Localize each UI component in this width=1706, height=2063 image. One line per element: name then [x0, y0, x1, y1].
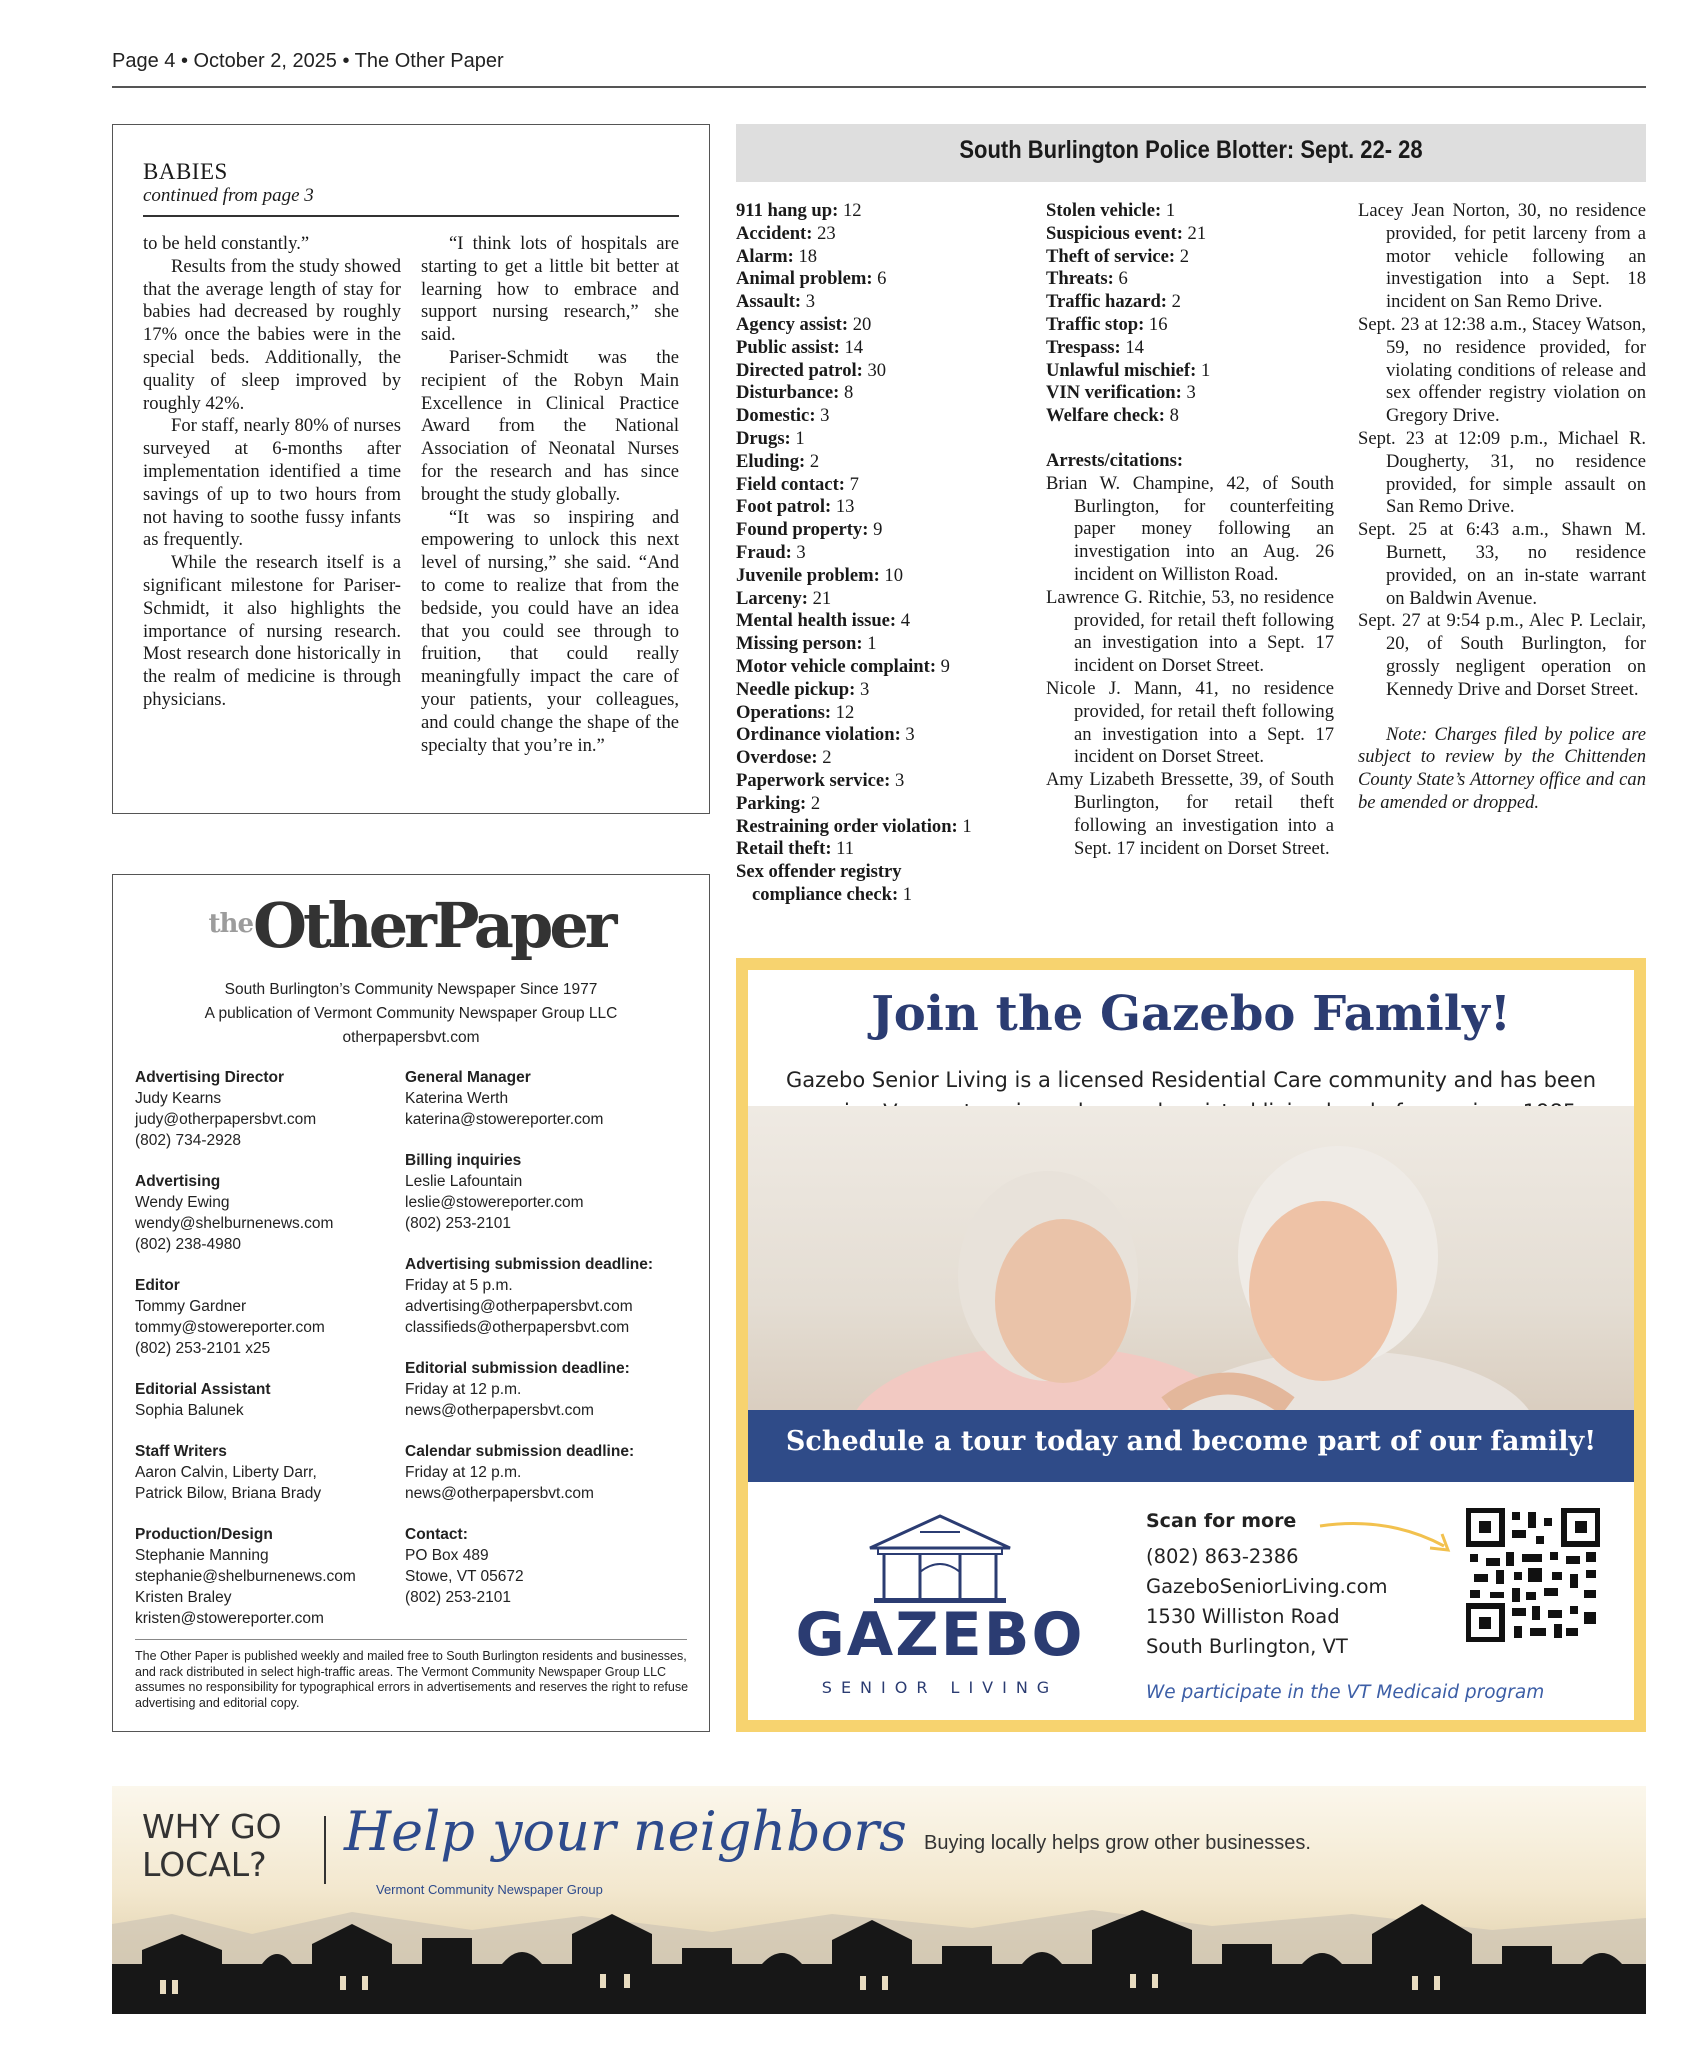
ad-medicaid-line: We participate in the VT Medicaid program [1146, 1682, 1545, 1703]
article-paragraph: While the research itself is a significant milestone for Pariser-Schmidt, it also highlights the importance of nursing research. Most research done historically in the realm of medicine is through physicians. [143, 552, 401, 710]
blotter-count-label: Operations: [736, 701, 832, 723]
masthead-box [112, 874, 710, 1732]
staff-line: news@otherpapersbvt.com [405, 1485, 594, 1502]
staff-heading: Editor [135, 1277, 180, 1294]
ad-website[interactable]: GazeboSeniorLiving.com [1146, 1575, 1388, 1598]
blotter-count-value: 13 [831, 496, 855, 518]
masthead-tagline-2: A publication of Vermont Community Newspaper Group LLC [204, 1005, 618, 1022]
blotter-count-value: 21 [807, 587, 832, 609]
blotter-count-value: 1 [898, 883, 913, 905]
staff-line: Sophia Balunek [135, 1402, 244, 1419]
blotter-count-value: 8 [839, 382, 854, 404]
arrest-entry: Sept. 25 at 6:43 a.m., Shawn M. Burnett, 33, no residence provided, on an in-state warrant on Baldwin Avenue. [1358, 519, 1646, 609]
staff-line: tommy@stowereporter.com [135, 1319, 325, 1336]
blotter-count-label: Trespass: [1046, 336, 1121, 358]
blotter-count-row [1046, 382, 1334, 405]
blotter-count-value: 2 [805, 450, 820, 472]
blotter-count-label: Welfare check: [1046, 405, 1165, 427]
blotter-count-row [736, 610, 1026, 633]
blotter-count-row [736, 314, 1026, 337]
blotter-count-label: Mental health issue: [736, 610, 897, 632]
blotter-count-label: Larceny: [736, 587, 808, 609]
help-your-neighbors-script: Help your neighbors [344, 1800, 907, 1863]
staff-column-1 [135, 1067, 395, 1649]
blotter-count-row [736, 337, 1026, 360]
blotter-count-value: 3 [1181, 382, 1196, 404]
arrests-list-2 [1046, 473, 1334, 861]
staff-block [405, 1524, 695, 1608]
blotter-count-label: Disturbance: [736, 382, 840, 404]
blotter-count-label: Juvenile problem: [736, 564, 880, 586]
blotter-count-row [736, 360, 1026, 383]
staff-line: Stowe, VT 05672 [405, 1568, 524, 1585]
blotter-count-row [736, 633, 1026, 656]
blotter-count-label: Accident: [736, 222, 813, 244]
article-paragraph: “I think lots of hospitals are starting to get a little bit better at learning how to embrace and support nursing research,” she said. [421, 233, 679, 346]
blotter-count-label: Foot patrol: [736, 496, 832, 518]
blotter-count-label: Found property: [736, 519, 869, 541]
blotter-count-label: Eluding: [736, 450, 806, 472]
ad-cta-band [748, 1410, 1634, 1482]
blotter-count-row [1046, 337, 1334, 360]
gazebo-ad [736, 958, 1646, 1732]
blotter-count-row [736, 542, 1026, 565]
blotter-count-label: Domestic: [736, 405, 816, 427]
staff-line: Tommy Gardner [135, 1298, 247, 1315]
staff-line: leslie@stowereporter.com [405, 1194, 584, 1211]
logo-name: OtherPaper [253, 889, 614, 962]
babies-column-1 [143, 233, 401, 712]
blotter-count-row [1046, 291, 1334, 314]
blotter-count-value: 9 [936, 655, 950, 677]
staff-line: Judy Kearns [135, 1090, 222, 1107]
ad-headline: Join the Gazebo Family! [871, 986, 1511, 1042]
article-paragraph: to be held constantly.” [143, 233, 310, 254]
staff-heading: Advertising Director [135, 1069, 285, 1086]
staff-line: Friday at 12 p.m. [405, 1381, 522, 1398]
blotter-count-row [1046, 200, 1334, 223]
staff-line: Patrick Bilow, Briana Brady [135, 1485, 322, 1502]
ad-address-1: 1530 Williston Road [1146, 1605, 1340, 1628]
staff-heading: Editorial Assistant [135, 1381, 271, 1398]
blotter-count-label: Field contact: [736, 473, 845, 495]
blotter-column-3 [1358, 200, 1646, 815]
blotter-count-label: compliance check: [752, 883, 899, 905]
blotter-count-row [736, 496, 1026, 519]
staff-block [405, 1358, 695, 1421]
blotter-count-label: Theft of service: [1046, 245, 1176, 267]
blotter-note: Note: Charges filed by police are subject to review by the Chittenden County State’s Attorney office and can be amended or dropped. [1358, 723, 1646, 813]
arrests-heading: Arrests/citations: [1046, 449, 1184, 471]
staff-heading: Advertising [135, 1173, 221, 1190]
staff-block [405, 1150, 695, 1234]
masthead-tagline-1: South Burlington’s Community Newspaper Since 1977 [224, 981, 598, 998]
blotter-count-label: Sex offender registry [736, 861, 902, 883]
ad-address-2: South Burlington, VT [1146, 1635, 1348, 1658]
arrest-entry: Amy Lizabeth Bressette, 39, of South Burlington, for retail theft following an investigation into a Sept. 17 incident on Dorset Street. [1046, 769, 1334, 859]
blotter-count-label: Alarm: [736, 245, 794, 267]
blotter-count-row [736, 702, 1026, 725]
blotter-count-label: Motor vehicle complaint: [736, 655, 937, 677]
scan-label: Scan for more [1146, 1510, 1297, 1532]
blotter-count-row [736, 405, 1026, 428]
babies-rule [143, 215, 679, 217]
blotter-count-label: Paperwork service: [736, 769, 891, 791]
blotter-count-row [736, 793, 1026, 816]
qr-code-icon[interactable] [1466, 1508, 1600, 1642]
staff-block [405, 1067, 695, 1130]
logo-the: the [208, 909, 254, 939]
staff-line: Wendy Ewing [135, 1194, 230, 1211]
blotter-header-bar [736, 124, 1646, 182]
article-paragraph: For staff, nearly 80% of nurses surveyed at 6-months after implementation identified a time savings of up to two hours from not having to soothe fussy infants as frequently. [143, 415, 401, 551]
blotter-count-value: 10 [879, 564, 904, 586]
staff-heading: Production/Design [135, 1526, 273, 1543]
blotter-count-row [736, 519, 1026, 542]
blotter-count-value: 3 [890, 769, 905, 791]
masthead-rule [135, 1639, 687, 1640]
blotter-count-label: Unlawful mischief: [1046, 359, 1197, 381]
gazebo-wordmark: GAZEBO [795, 1600, 1085, 1670]
banner-tagline: Buying locally helps grow other businesses. [924, 1832, 1311, 1854]
blotter-count-value: 14 [1120, 336, 1144, 358]
blotter-count-row [736, 291, 1026, 314]
blotter-count-value: 7 [844, 473, 859, 495]
why-go-local-label [142, 1808, 282, 1884]
arrest-entry: Lacey Jean Norton, 30, no residence provided, for petit larceny from a motor vehicle following an investigation into a Sept. 18 incident on San Remo Drive. [1358, 200, 1646, 313]
staff-block [135, 1275, 395, 1359]
blotter-count-value: 2 [806, 792, 821, 814]
blotter-count-label: Suspicious event: [1046, 222, 1183, 244]
blotter-count-label: Animal problem: [736, 268, 873, 290]
staff-heading: Billing inquiries [405, 1152, 522, 1169]
staff-heading: Advertising submission deadline: [405, 1256, 654, 1273]
staff-heading: Calendar submission deadline: [405, 1443, 635, 1460]
blotter-column-2 [1046, 200, 1334, 860]
blotter-count-label: Parking: [736, 792, 807, 814]
blotter-count-label: Threats: [1046, 268, 1114, 290]
blotter-count-row [1046, 360, 1334, 383]
blotter-count-row [736, 816, 1026, 839]
blotter-count-value: 1 [862, 633, 877, 655]
staff-heading: Editorial submission deadline: [405, 1360, 630, 1377]
staff-line: judy@otherpapersbvt.com [135, 1111, 317, 1128]
arrest-entry: Sept. 27 at 9:54 p.m., Alec P. Leclair, 20, of South Burlington, for grossly negligent operation on Kennedy Drive and Dorset Street. [1358, 610, 1646, 700]
blotter-count-value: 12 [831, 701, 855, 723]
blotter-count-row [736, 382, 1026, 405]
staff-line: classifieds@otherpapersbvt.com [405, 1319, 630, 1336]
masthead-disclaimer: The Other Paper is published weekly and mailed free to South Burlington residents and businesses, and rack distributed in select high-traffic areas. The Vermont Community Newspaper Group LLC assumes no responsibility for typographical errors in advertisements and reserves the right to refuse advertising and editorial copy. [135, 1649, 689, 1710]
staff-block [405, 1441, 695, 1504]
blotter-count-row [736, 770, 1026, 793]
article-paragraph: Results from the study showed that the average length of stay for babies had decreased by roughly 17% once the babies were in the special beds. Additionally, the quality of sleep improved by roughly 42%. [143, 255, 401, 414]
blotter-count-label: Missing person: [736, 633, 863, 655]
blotter-count-value: 4 [896, 610, 911, 632]
seniors-photo-illustration [748, 1106, 1634, 1436]
blotter-count-value: 2 [817, 747, 832, 769]
blotter-count-value: 2 [1167, 291, 1181, 313]
blotter-count-value: 18 [793, 245, 818, 267]
staff-line: (802) 253-2101 [405, 1215, 511, 1232]
blotter-count-value: 1 [957, 815, 972, 837]
blotter-count-value: 9 [868, 519, 883, 541]
gazebo-icon [860, 1512, 1020, 1608]
page-folio: Page 4 • October 2, 2025 • The Other Paper [112, 50, 504, 72]
gazebo-wordmark-sub: SENIOR LIVING [821, 1678, 1059, 1697]
blotter-count-value: 8 [1164, 405, 1179, 427]
staff-line: Aaron Calvin, Liberty Darr, [135, 1464, 317, 1481]
blotter-title: South Burlington Police Blotter: Sept. 22- 28 [959, 136, 1423, 164]
babies-header [143, 159, 679, 217]
blotter-count-value: 6 [1113, 268, 1128, 290]
seniors-laughing-photo [748, 1106, 1634, 1436]
masthead-website: otherpapersbvt.com [342, 1029, 480, 1046]
blotter-count-value: 30 [862, 359, 887, 381]
staff-block [405, 1254, 695, 1338]
blotter-count-row [736, 246, 1026, 269]
blotter-count-label: VIN verification: [1046, 382, 1182, 404]
ad-subline-1: Gazebo Senior Living is a licensed Residential Care community and has been [785, 1068, 1597, 1092]
blotter-count-value: 12 [838, 200, 862, 221]
blotter-count-value: 14 [839, 336, 864, 358]
blotter-count-value: 21 [1182, 222, 1207, 244]
blotter-count-label: Agency assist: [736, 313, 849, 335]
blotter-count-row [736, 474, 1026, 497]
staff-line: PO Box 489 [405, 1547, 489, 1564]
blotter-count-row [736, 884, 1026, 907]
blotter-count-value: 3 [855, 678, 870, 700]
staff-line: (802) 253-2101 [405, 1589, 511, 1606]
staff-line: Friday at 12 p.m. [405, 1464, 522, 1481]
staff-block [135, 1441, 395, 1504]
blotter-count-label: Drugs: [736, 427, 791, 449]
blotter-count-row [736, 656, 1026, 679]
banner-group-name: Vermont Community Newspaper Group [376, 1882, 603, 1897]
blotter-count-row [1046, 246, 1334, 269]
blotter-count-label: Traffic stop: [1046, 313, 1145, 335]
blotter-count-label: Public assist: [736, 336, 840, 358]
why-go-local-banner [112, 1786, 1646, 2014]
staff-line: Stephanie Manning [135, 1547, 269, 1564]
blotter-count-row [736, 838, 1026, 861]
staff-line: stephanie@shelburnenews.com [135, 1568, 356, 1585]
blotter-count-value: 11 [831, 838, 855, 860]
blotter-column-1 [736, 200, 1026, 907]
staff-line: (802) 253-2101 x25 [135, 1340, 271, 1357]
blotter-count-value: 2 [1175, 245, 1190, 267]
blotter-count-value: 3 [791, 541, 806, 563]
staff-block [135, 1067, 395, 1151]
babies-title: BABIES [143, 159, 228, 184]
blotter-count-row [736, 223, 1026, 246]
blotter-count-value: 23 [812, 222, 836, 244]
staff-line: kristen@stowereporter.com [135, 1610, 324, 1627]
arrest-entry: Sept. 23 at 12:38 a.m., Stacey Watson, 59, no residence provided, for violating conditions of release and sex offender registry violation on Gregory Drive. [1358, 313, 1646, 427]
blotter-count-row [736, 679, 1026, 702]
babies-article-box [112, 124, 710, 814]
blotter-count-row [736, 588, 1026, 611]
town-skyline-illustration [112, 1884, 1646, 2014]
blotter-count-value: 6 [872, 268, 887, 290]
arrests-list-3 [1358, 200, 1646, 702]
staff-column-2 [405, 1067, 695, 1628]
blotter-count-value: 1 [790, 427, 805, 449]
blotter-count-value: 1 [1161, 200, 1176, 221]
arrow-icon [1318, 1518, 1458, 1562]
blotter-count-row [736, 565, 1026, 588]
blotter-count-value: 20 [848, 313, 872, 335]
blotter-count-row [736, 747, 1026, 770]
staff-line: Leslie Lafountain [405, 1173, 523, 1190]
blotter-count-label: Needle pickup: [736, 678, 856, 700]
staff-block [135, 1379, 395, 1421]
blotter-count-label: Ordinance violation: [736, 724, 901, 746]
blotter-count-label: Traffic hazard: [1046, 291, 1167, 313]
blotter-count-row [1046, 268, 1334, 291]
blotter-count-row [736, 200, 1026, 223]
the-other-paper-logo [113, 889, 709, 962]
staff-line: news@otherpapersbvt.com [405, 1402, 594, 1419]
staff-block [135, 1171, 395, 1255]
article-paragraph: “It was so inspiring and empowering to unlock this next level of nursing,” she said. “And to come to realize that from the bedside, you could have an idea that you could see through to fruition, that could really meaningfully impact the care of your patients, your colleagues, and could change the shape of the specialty that you’re in.” [421, 506, 679, 756]
arrest-entry: Lawrence G. Ritchie, 53, no residence provided, for retail theft following an investigation into a Sept. 17 incident on Dorset Street. [1046, 586, 1334, 677]
blotter-count-label: Assault: [736, 291, 802, 313]
staff-line: (802) 734-2928 [135, 1132, 241, 1149]
blotter-count-label: Retail theft: [736, 838, 832, 860]
blotter-count-row [736, 268, 1026, 291]
blotter-count-row [1046, 314, 1334, 337]
blotter-count-row [736, 451, 1026, 474]
staff-line: Katerina Werth [405, 1090, 509, 1107]
arrest-entry: Sept. 23 at 12:09 p.m., Michael R. Dougherty, 31, no residence provided, for simple assault on San Remo Drive. [1358, 427, 1646, 518]
babies-continued-line: continued from page 3 [143, 185, 314, 206]
gazebo-ad-inner [748, 970, 1634, 1720]
blotter-count-row [1046, 223, 1334, 246]
blotter-count-row [736, 724, 1026, 747]
staff-line: wendy@shelburnenews.com [135, 1215, 334, 1232]
blotter-count-row [736, 428, 1026, 451]
arrest-entry: Nicole J. Mann, 41, no residence provided, for retail theft following an investigation into a Sept. 17 incident on Dorset Street. [1046, 677, 1334, 768]
staff-line: advertising@otherpapersbvt.com [405, 1298, 633, 1315]
arrest-entry: Brian W. Champine, 42, of South Burlington, for counterfeiting paper money following an investigation into an Aug. 26 incident on Williston Road. [1046, 472, 1334, 585]
folio-rule [112, 86, 1646, 88]
blotter-count-value: 16 [1144, 313, 1168, 335]
blotter-count-row [736, 861, 1026, 884]
blotter-count-label: Restraining order violation: [736, 815, 958, 837]
staff-line: katerina@stowereporter.com [405, 1111, 604, 1128]
staff-line: Friday at 5 p.m. [405, 1277, 513, 1294]
blotter-count-label: Stolen vehicle: [1046, 200, 1162, 221]
ad-phone: (802) 863-2386 [1146, 1545, 1299, 1568]
banner-divider [324, 1816, 326, 1884]
why-line-1: WHY GO [142, 1807, 282, 1846]
staff-heading: General Manager [405, 1069, 531, 1086]
blotter-count-label: Overdose: [736, 747, 818, 769]
blotter-count-value: 3 [815, 405, 830, 427]
babies-column-2 [421, 233, 679, 757]
blotter-counts-2 [1046, 200, 1334, 428]
staff-line: Kristen Braley [135, 1589, 232, 1606]
staff-heading: Contact: [405, 1526, 468, 1543]
staff-block [135, 1524, 395, 1629]
blotter-count-value: 3 [900, 724, 915, 746]
ad-cta-text: Schedule a tour today and become part of our family! [785, 1426, 1597, 1457]
staff-line: (802) 238-4980 [135, 1236, 241, 1253]
staff-heading: Staff Writers [135, 1443, 227, 1460]
blotter-count-label: Fraud: [736, 541, 792, 563]
blotter-count-row [1046, 405, 1334, 428]
blotter-count-label: 911 hang up: [736, 200, 839, 221]
article-paragraph: Pariser-Schmidt was the recipient of the Robyn Main Excellence in Clinical Practice Award from the National Association of Neonatal Nurses for the research and has since brought the study globally. [421, 346, 679, 505]
blotter-count-label: Directed patrol: [736, 359, 863, 381]
blotter-count-value: 3 [801, 291, 816, 313]
why-line-2: LOCAL? [142, 1845, 267, 1884]
blotter-count-value: 1 [1196, 359, 1211, 381]
